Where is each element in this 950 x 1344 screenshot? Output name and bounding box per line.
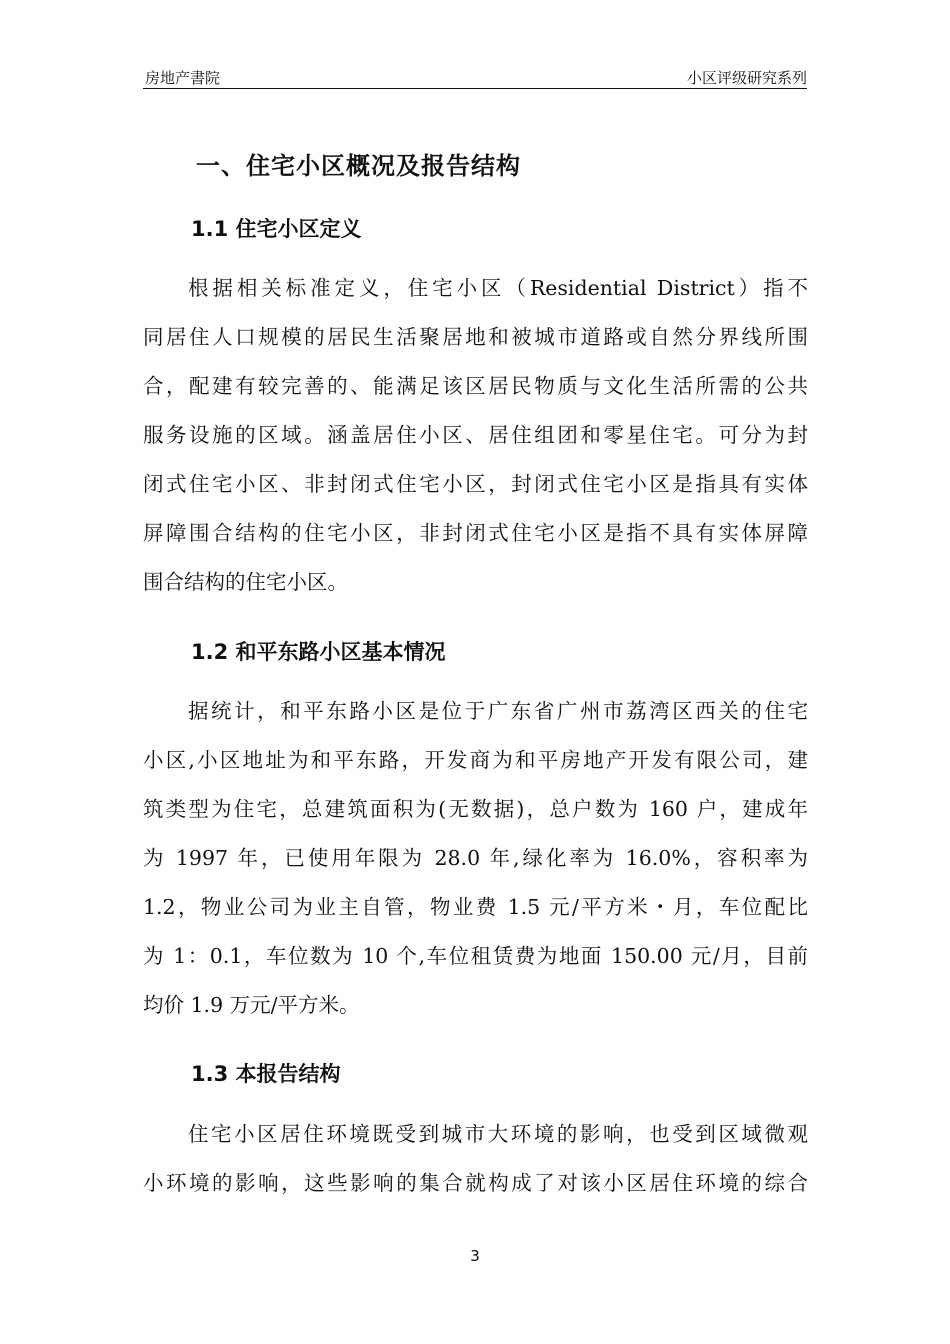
chapter-title: 一、住宅小区概况及报告结构 [196, 152, 521, 180]
paragraph-line: 均价 1.9 万元/平方米。 [143, 993, 360, 1017]
paragraph-line: 筑类型为住宅，总建筑面积为(无数据)，总户数为 160 户，建成年 [143, 797, 808, 821]
paragraph-line: 同居住人口规模的居民生活聚居地和被城市道路或自然分界线所围 [143, 325, 808, 349]
section-heading-1-2: 1.2 和平东路小区基本情况 [191, 640, 446, 664]
paragraph-line: 小区,小区地址为和平东路，开发商为和平房地产开发有限公司，建 [143, 748, 808, 772]
paragraph-line: 为 1997 年，已使用年限为 28.0 年,绿化率为 16.0%，容积率为 [143, 846, 808, 870]
header-series: 小区评级研究系列 [686, 69, 807, 87]
section-heading-1-1: 1.1 住宅小区定义 [191, 217, 362, 241]
page-number: 3 [470, 1247, 480, 1265]
section-paragraph-1-3 [143, 1110, 808, 1208]
paragraph-line: 住宅小区居住环境既受到城市大环境的影响，也受到区域微观 [188, 1122, 808, 1146]
paragraph-line: 根据相关标准定义，住宅小区（Residential District）指不 [188, 276, 808, 300]
paragraph-line: 小环境的影响，这些影响的集合就构成了对该小区居住环境的综合 [143, 1171, 808, 1195]
paragraph-line: 屏障围合结构的住宅小区，非封闭式住宅小区是指不具有实体屏障 [143, 521, 808, 545]
paragraph-line: 1.2，物业公司为业主自管，物业费 1.5 元/平方米・月，车位配比 [143, 895, 808, 919]
paragraph-line: 合，配建有较完善的、能满足该区居民物质与文化生活所需的公共 [143, 374, 808, 398]
section-paragraph-1-1 [143, 264, 808, 607]
paragraph-line: 闭式住宅小区、非封闭式住宅小区，封闭式住宅小区是指具有实体 [143, 472, 808, 496]
paragraph-line: 围合结构的住宅小区。 [143, 570, 348, 594]
paragraph-line: 据统计，和平东路小区是位于广东省广州市荔湾区西关的住宅 [188, 699, 808, 723]
section-paragraph-1-2 [143, 687, 808, 1030]
page-header [143, 64, 807, 89]
paragraph-line: 为 1：0.1，车位数为 10 个,车位租赁费为地面 150.00 元/月，目前 [143, 944, 808, 968]
paragraph-line: 服务设施的区域。涵盖居住小区、居住组团和零星住宅。可分为封 [143, 423, 808, 447]
section-heading-1-3: 1.3 本报告结构 [191, 1062, 341, 1086]
header-publisher: 房地产書院 [145, 69, 221, 87]
